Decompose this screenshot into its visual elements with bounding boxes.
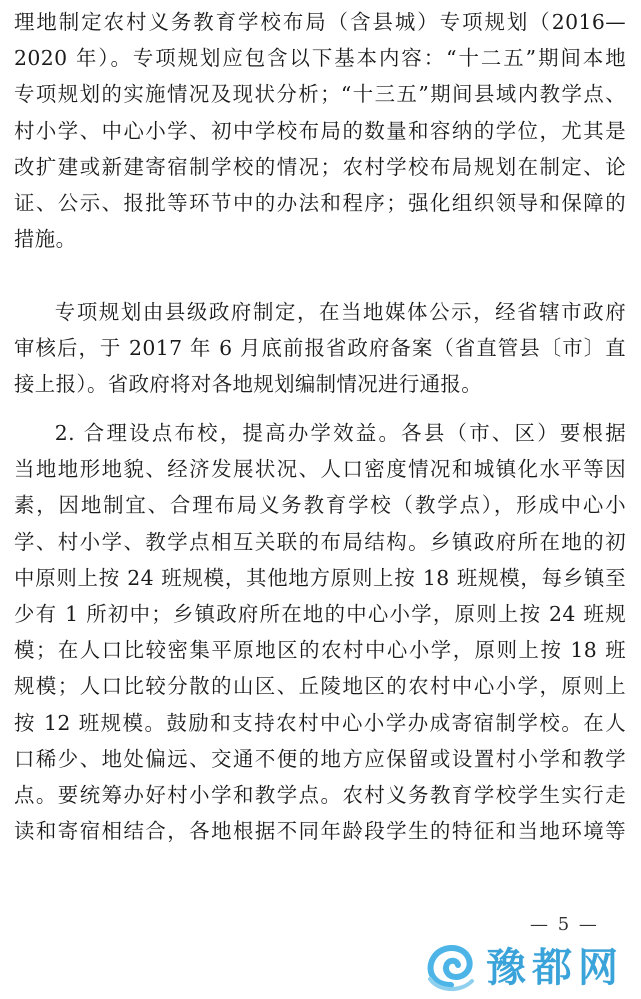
text-line: 证、公示、报批等环节中的办法和程序；强化组织领导和保障的 [14, 191, 626, 216]
text-line: 措施。 [14, 227, 77, 252]
swirl-logo-icon [420, 935, 482, 993]
text-line: 专项规划的实施情况及现状分析；“十三五”期间县域内教学点、 [14, 82, 626, 107]
text-line: 口稀少、地处偏远、交通不便的地方应保留或设置村小学和教学 [14, 746, 626, 771]
text-line: 当地地形地貌、经济发展状况、人口密度情况和城镇化水平等因 [14, 457, 626, 482]
text-line: 规模；人口比较分散的山区、丘陵地区的农村中心小学，原则上 [14, 674, 626, 699]
text-line: 少有 1 所初中；乡镇政府所在地的中心小学，原则上按 24 班规 [14, 602, 626, 627]
text-line: 学、村小学、教学点相互关联的布局结构。乡镇政府所在地的初 [14, 529, 626, 554]
text-line: 中原则上按 24 班规模，其他地方原则上按 18 班规模，每乡镇至 [14, 565, 626, 590]
text-line: 接上报）。省政府将对各地规划编制情况进行通报。 [14, 372, 482, 397]
paragraph-1 [14, 4, 626, 257]
text-line: 素，因地制宜、合理布局义务教育学校（教学点），形成中心小 [14, 493, 626, 518]
text-line: 审核后，于 2017 年 6 月底前报省政府备案（省直管县〔市〕直 [14, 336, 626, 361]
text-line: 点。要统筹办好村小学和教学点。农村义务教育学校学生实行走 [14, 783, 626, 808]
text-line: 模；在人口比较密集平原地区的农村中心小学，原则上按 18 班 [14, 638, 626, 663]
paragraph-2 [14, 294, 626, 403]
text-line: 2020 年）。专项规划应包含以下基本内容：“十二五”期间本地 [14, 46, 626, 71]
text-line: 村小学、中心小学、初中学校布局的数量和容纳的学位，尤其是 [14, 118, 626, 143]
text-line: 理地制定农村义务教育学校布局（含县城）专项规划（2016— [14, 10, 626, 34]
text-line: 2. 合理设点布校，提高办学效益。各县（市、区）要根据 [54, 421, 626, 445]
paragraph-3 [14, 415, 626, 849]
text-line: 按 12 班规模。鼓励和支持农村中心小学办成寄宿制学校。在人 [14, 710, 626, 735]
text-line: 专项规划由县级政府制定，在当地媒体公示，经省辖市政府 [54, 300, 626, 324]
text-line: 读和寄宿相结合，各地根据不同年龄段学生的特征和当地环境等 [14, 819, 626, 844]
text-line: 改扩建或新建寄宿制学校的情况；农村学校布局规划在制定、论 [14, 154, 626, 179]
watermark-text: 豫都网 [486, 944, 624, 991]
page-number: — 5 — [530, 914, 599, 935]
site-watermark [420, 934, 635, 994]
